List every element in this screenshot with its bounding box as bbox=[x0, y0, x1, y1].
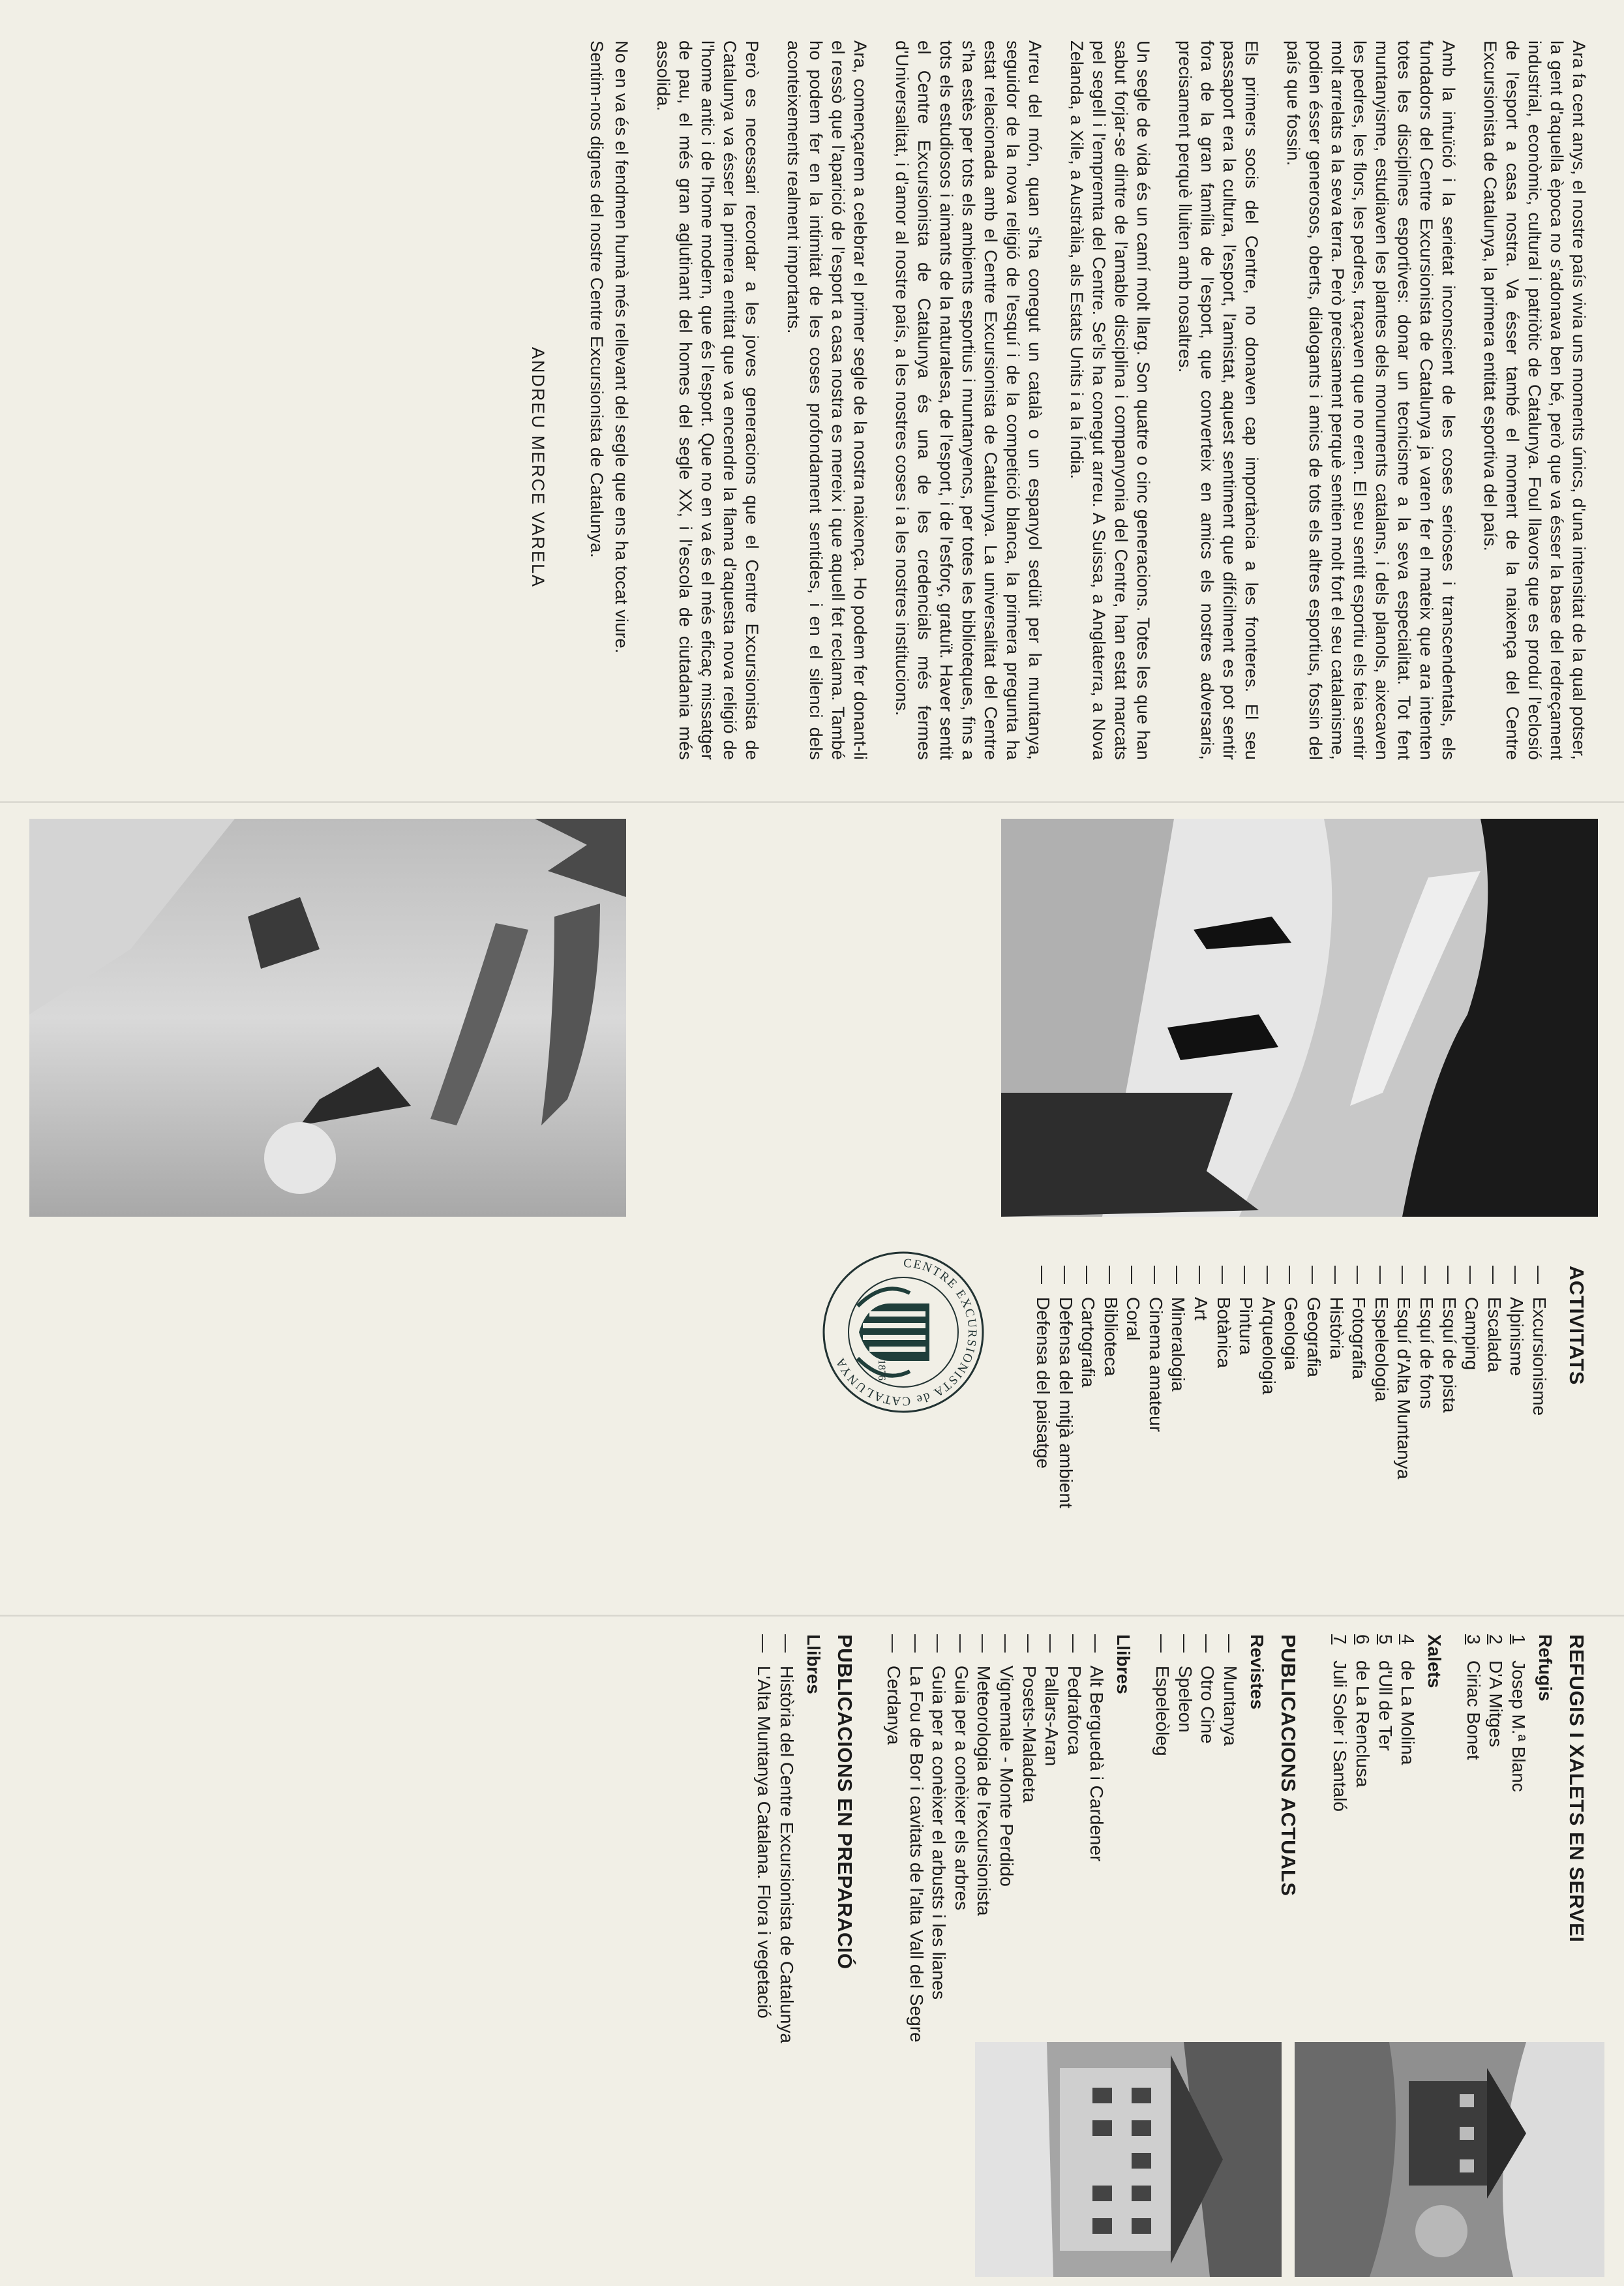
list-item: —Història del Centre Excursionista de Catalunya bbox=[776, 1634, 797, 2043]
preparacio-list bbox=[752, 1634, 797, 2280]
list-item: —Biblioteca bbox=[1100, 1266, 1121, 1377]
list-item: —Esquí d'Alta Muntanya bbox=[1394, 1266, 1415, 1480]
refugis-label: Refugis bbox=[1535, 1634, 1556, 1701]
list-item: 6de La Renclusa bbox=[1353, 1634, 1374, 1788]
list-item: —Excursionisme bbox=[1529, 1266, 1550, 1416]
refuge-photo bbox=[1295, 2042, 1604, 2277]
list-item: —Arqueologia bbox=[1258, 1266, 1279, 1395]
activitats-list bbox=[1031, 1266, 1550, 1605]
essay-paragraph: Arreu del món, quan s'ha conegut un català o un espanyol sedüit per la muntanya, seguidor de la nova religió de l'esquí i de la competició blanca, la primera pregunta ha estat relacionada amb el Centre Excursionista de Catalunya. La universalitat del Centre s'ha estès per tots els ambients esportius i muntanyencs, per totes les biblioteques, fins a tots els estudiosos i aimants de la naturalesa, de l'esport, i de l'esforç, gratuït. Haver sentit el Centre Excursionista de Catalunya és una de les credencials més fermes d'Universalitat, i d'amor al nostre país, a les nostres coses i a les nostres institucions. bbox=[892, 40, 1045, 760]
essay-paragraph: Sentim-nos dignes del nostre Centre Excursionista de Catalunya. bbox=[587, 40, 607, 558]
list-item: —Pedraforca bbox=[1064, 1634, 1085, 1755]
list-item: —Speleon bbox=[1175, 1634, 1195, 1733]
list-item: —Art bbox=[1191, 1266, 1212, 1320]
list-item: —Defensa del paisatge bbox=[1032, 1266, 1053, 1469]
list-item: —Mineralogia bbox=[1168, 1266, 1189, 1392]
list-item: —Defensa del mitjà ambient bbox=[1055, 1266, 1076, 1508]
list-item: —Alpinisme bbox=[1507, 1266, 1527, 1377]
list-item: —Guia per a conèixer el arbusts i les lianes bbox=[929, 1634, 950, 2000]
list-item: 7Juli Soler i Santaló bbox=[1330, 1634, 1351, 1812]
list-item: —Muntanya bbox=[1220, 1634, 1241, 1746]
activitats-heading: ACTIVITATS bbox=[1565, 1266, 1588, 1385]
chalet-photo bbox=[975, 2042, 1282, 2277]
essay-paragraph: Els primers socis del Centre, no donaven cap importància a les fronteres. El seu passaport era la cultura, l'esport, l'amistat, aquest sentiment que difícilment es pot sentir fora de la gran família de l'esport, que converteix en amics els nostres adversaris, precisament perquè lluiten amb nosaltres. bbox=[1175, 40, 1261, 760]
essay-signature: ANDREU MERCE VARELA bbox=[528, 347, 548, 588]
refugis-heading: REFUGIS I XALETS EN SERVEI bbox=[1565, 1634, 1588, 1943]
list-item: —Alt Berguedà i Cardener bbox=[1087, 1634, 1107, 1862]
list-item: —Esquí de pista bbox=[1439, 1266, 1460, 1413]
list-item: —Guia per a conèixer els arbres bbox=[951, 1634, 972, 1911]
fold-line bbox=[0, 801, 1624, 803]
essay-panel bbox=[0, 0, 1624, 799]
revistes-label: Revistes bbox=[1246, 1634, 1267, 1710]
list-item: —Espeleòleg bbox=[1152, 1634, 1173, 1756]
list-item: 2D'A Mitges bbox=[1486, 1634, 1507, 1747]
list-item: —Esquí de fons bbox=[1417, 1266, 1437, 1409]
list-item: —Posets-Maladeta bbox=[1019, 1634, 1040, 1803]
publicacions-heading: PUBLICACIONS ACTUALS bbox=[1276, 1634, 1300, 1897]
list-item: —Fotografia bbox=[1349, 1266, 1370, 1380]
list-item: —Cinema amateur bbox=[1145, 1266, 1166, 1432]
list-item: —Vignemale - Monte Perdido bbox=[997, 1634, 1017, 1887]
list-item: —L'Alta Muntanya Catalana. Flora i vegetació bbox=[753, 1634, 774, 2019]
list-item: —Otro Cine bbox=[1197, 1634, 1218, 1744]
list-item: 4de La Molina bbox=[1398, 1634, 1419, 1765]
list-item: —Botànica bbox=[1213, 1266, 1234, 1368]
list-item: 1Josep M.ª Blanc bbox=[1509, 1634, 1529, 1792]
essay-paragraph: Ara fa cent anys, el nostre país vivia uns moments únics, d'una intensitat de la qual potser, la gent d'aquella època no s'adonava ben bé, però que va ésser la base del redreçament industrial, econòmic, cultural i patriòtic de Catalunya. Foul llavors que es produí l'eclosió de l'esport a casa nostra. Va ésser també el moment de la naixença del Centre Excursionista de Catalunya, la primera entitat esportiva del país. bbox=[1481, 40, 1589, 760]
list-item: —Història bbox=[1326, 1266, 1347, 1359]
preparacio-llibres-label: Llibres bbox=[803, 1634, 824, 1694]
essay-paragraph: Un segle de vida és un camí molt llarg. Son quatre o cinc generacions. Totes les que han sabut forjar-se dintre de l'amable disciplina i companyonia del Centre, han estat marcats pel segell i l'empremta del Centre. Se'ls ha conegut arreu. A Suissa, a Anglaterra, a Nova Zelanda, a Xile, a Austràlia, als Estats Units i a la Índia. bbox=[1067, 40, 1153, 760]
list-item: —Geografia bbox=[1304, 1266, 1325, 1377]
essay-paragraph: Però es necessari recordar a les joves generacions que el Centre Excursionista de Catalunya va ésser la primera entitat que va encendre la flama d'aquesta nova religió de l'home antic i de l'home modern, que és l'esport. Que no en va és el més eficaç missatger de pau, el més gran aglutinant del homes del segle XX, i l'escola de ciutadania més assolida. bbox=[654, 40, 762, 760]
climbers-photo bbox=[1001, 819, 1598, 1217]
list-item: —Cerdanya bbox=[884, 1634, 905, 1745]
logo-year: 1876 bbox=[876, 1360, 887, 1380]
list-item: 5d'Ull de Ter bbox=[1375, 1634, 1396, 1751]
essay-paragraph: Ara, començarem a celebrar el primer segle de la nostra naixença. Ho podem fer donant-li el ressò que l'aparició de l'esport a casa nostra es mereix i que aquell fet reclama. També ho podem fer en la intimitat de les coses profondament sentides, i en el silenci dels aconteixements realment importants. bbox=[784, 40, 870, 760]
list-item: —Camping bbox=[1462, 1266, 1482, 1371]
preparacio-heading: PUBLICACIONS EN PREPARACIÓ bbox=[833, 1634, 856, 1970]
list-item: —Meteorologia de l'excursionista bbox=[974, 1634, 995, 1916]
list-item: —Espeleologia bbox=[1371, 1266, 1392, 1402]
xalets-label: Xalets bbox=[1424, 1634, 1445, 1688]
list-item: —La Fou de Bor i cavitats de l'alta Vall del Segre bbox=[906, 1634, 927, 2043]
list-item: 3Ciriac Bonet bbox=[1463, 1634, 1484, 1760]
list-item: —Pintura bbox=[1236, 1266, 1257, 1355]
list-item: —Geologia bbox=[1281, 1266, 1302, 1371]
list-item: —Pallars-Aran bbox=[1042, 1634, 1062, 1767]
list-item: —Escalada bbox=[1484, 1266, 1505, 1373]
list-item: —Coral bbox=[1123, 1266, 1144, 1341]
skiers-photo bbox=[29, 819, 626, 1217]
essay-paragraph: No en va és el fendmen humà més rellevant del segle que ens ha tocat viure. bbox=[612, 40, 631, 654]
list-item: —Cartografia bbox=[1078, 1266, 1099, 1388]
logo-ring-text: CENTRE EXCURSIONISTA de CATALUNYA bbox=[833, 1256, 980, 1409]
essay-paragraph: Amb la intuïció i la serietat inconscient de les coses serioses i transcendentals, els fundadors del Centre Excursionista de Catalunya ja varen fer el mateix que ara intenten totes les disciplines esportives: donar un tecnicisme a la seva especialitat. Tot fent muntanyisme, estudiaven les plantes dels monuments catalans, i dels planols, aixecaven les pedres, les flors, les pedres, traçaven que no eren. El seu sentit esportiu els feia sentir molt arrelats a la seva terra. Però precisament perquè sentien molt fort el seu catalanisme, podien ésser generosos, oberts, dialogants i amics de tots els altres esportius, fossin del país que fossin. bbox=[1284, 40, 1458, 760]
activitats-block bbox=[1031, 1266, 1588, 1605]
llibres-label: Llibres bbox=[1113, 1634, 1134, 1694]
